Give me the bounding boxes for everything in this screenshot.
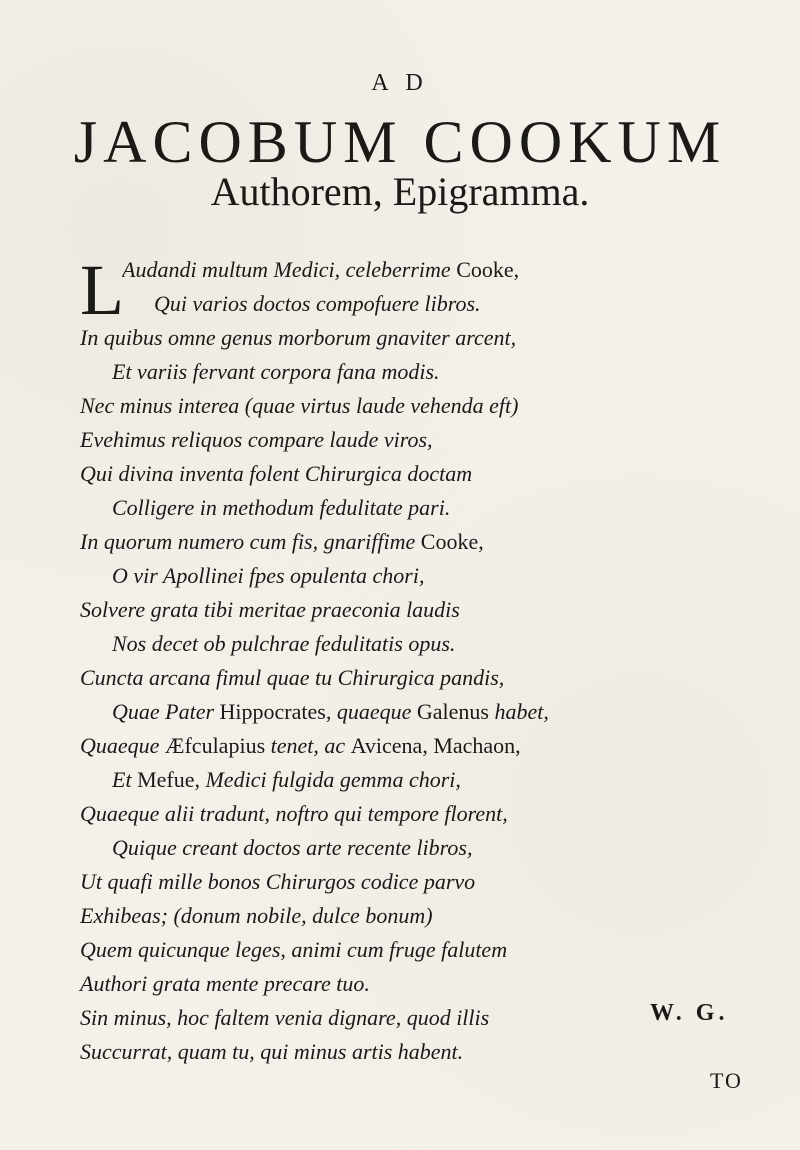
poem-line: Sin minus, hoc faltem venia dignare, quod illis — [80, 1005, 490, 1030]
poem-line: Qui divina inventa folent Chirurgica doctam — [80, 461, 473, 486]
poem-line: Audandi multum Medici, celeberrime Cooke, — [122, 257, 520, 282]
poem-line: Qui varios doctos compofuere libros. — [154, 291, 481, 316]
author-signature: W. G. — [650, 1000, 729, 1026]
page-title: JACOBUM COOKUM — [73, 109, 727, 175]
poem-line: Quique creant doctos arte recente libros, — [112, 835, 473, 860]
poem-line: O vir Apollinei fpes opulenta chori, — [112, 563, 425, 588]
epigram-poem — [80, 250, 740, 1069]
poem-line: Nos decet ob pulchrae fedulitatis opus. — [112, 631, 456, 656]
drop-cap: L — [80, 250, 124, 330]
header-ad: A D — [371, 70, 429, 96]
poem-line: Authori grata mente precare tuo. — [80, 971, 370, 996]
poem-line: Nec minus interea (quae virtus laude vehenda eft) — [80, 393, 519, 418]
poem-line: Quem quicunque leges, animi cum fruge falutem — [80, 937, 508, 962]
poem-line: Quaeque Æfculapius tenet, ac Avicena, Machaon, — [80, 733, 521, 758]
page-subtitle: Authorem, Epigramma. — [210, 169, 590, 214]
poem-line: Evehimus reliquos compare laude viros, — [80, 427, 433, 452]
catchword: TO — [710, 1068, 743, 1093]
poem-line: In quibus omne genus morborum gnaviter arcent, — [80, 325, 517, 350]
poem-line: Et Mefue, Medici fulgida gemma chori, — [112, 767, 461, 792]
poem-line: Quaeque alii tradunt, noftro qui tempore florent, — [80, 801, 508, 826]
poem-line: Quae Pater Hippocrates, quaeque Galenus habet, — [112, 699, 549, 724]
poem-line: In quorum numero cum fis, gnariffime Cooke, — [80, 529, 484, 554]
poem-line: Ut quafi mille bonos Chirurgos codice parvo — [80, 869, 476, 894]
poem-line: Et variis fervant corpora fana modis. — [112, 359, 440, 384]
poem-opening — [122, 253, 740, 321]
poem-line: Succurrat, quam tu, qui minus artis habent. — [80, 1039, 464, 1064]
poem-line: Solvere grata tibi meritae praeconia laudis — [80, 597, 460, 622]
poem-line: Cuncta arcana fimul quae tu Chirurgica pandis, — [80, 665, 505, 690]
poem-line: Colligere in methodum fedulitate pari. — [112, 495, 451, 520]
poem-line: Exhibeas; (donum nobile, dulce bonum) — [80, 903, 433, 928]
